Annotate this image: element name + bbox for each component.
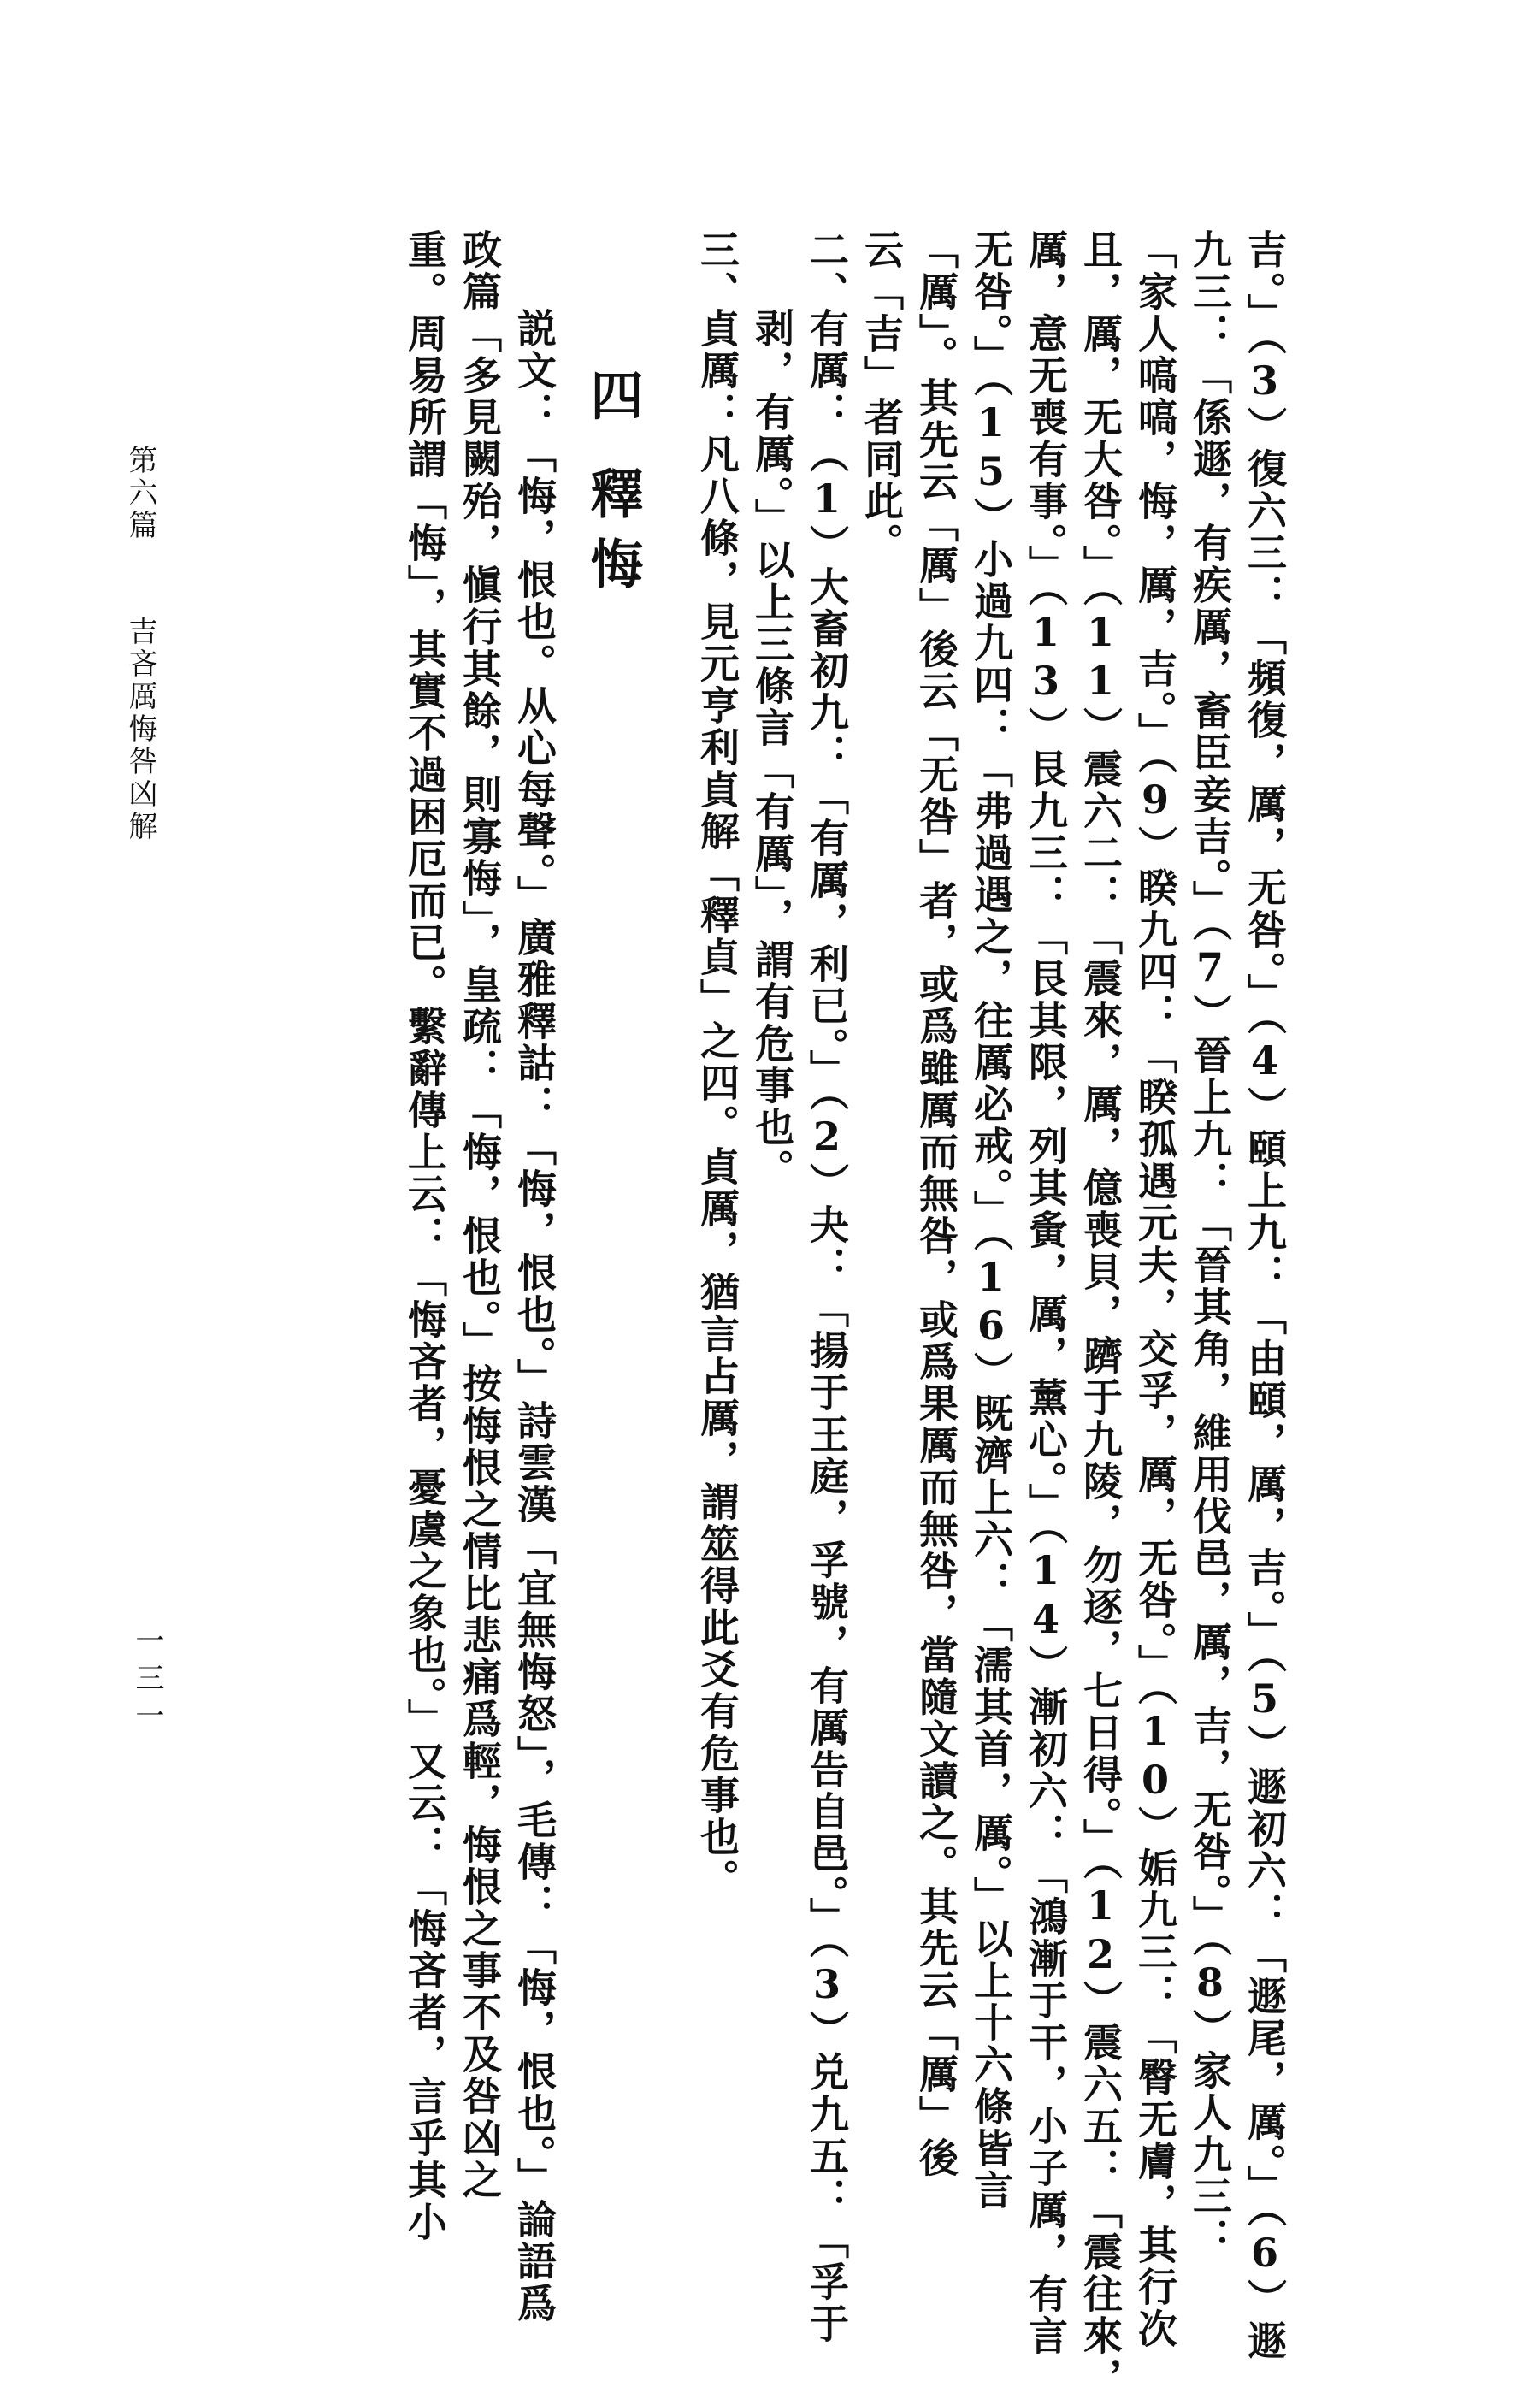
text-column-1: 吉。」（3）復六三：「頻復，厲，无咎。」（4）頤上九：「由頤，厲，吉。」（5）遯初六：「遯尾，厲。」（6）遯: [1242, 229, 1288, 2362]
item-three-line-1: 貞厲：凡八條，見元亨利貞解「釋貞」之四。貞厲，猶言占厲，謂筮得此爻有危事也。: [694, 308, 740, 1900]
text-column-8: 云「吉」者同此。: [859, 229, 905, 564]
running-head-chapter: 第六篇: [123, 445, 157, 542]
body-line-1: 説文：「悔，恨也。从心每聲。」廣雅釋詁：「悔，恨也。」詩雲漢「宜無悔怒」，毛傳：「悔，恨也。」論語爲: [511, 308, 558, 2325]
section-title: 釋悔: [581, 466, 644, 606]
body-line-2: 政篇「多見闕殆，愼行其餘，則寡悔」，皇疏：「悔，恨也。」按悔恨之情比悲痛爲輕，悔恨之事不及咎凶之: [457, 229, 503, 2201]
section-number: 四: [581, 368, 644, 426]
running-head-title: 吉吝厲悔咎凶解: [123, 616, 157, 843]
text-column-5: 厲，意无喪有事。」（13）艮九三：「艮其限，列其夤，厲，薰心。」（14）漸初六：「鴻漸于干，小子厲，有言: [1023, 229, 1069, 2357]
text-column-6: 无咎。」（15）小過九四：「弗過遇之，往厲必戒。」（16）既濟上六：「濡其首，厲。」以上十六條皆言: [968, 229, 1014, 2212]
item-two-line-1: 有厲：（1）大畜初九：「有厲，利已。」（2）夬：「揚于王庭，孚號，有厲告自邑。」（3）兑九五：「孚于: [804, 308, 850, 2345]
text-column-2: 九三：「係遯，有疾厲，畜臣妾吉。」（7）晉上九：「晉其角，維用伐邑，厲，吉，无咎。」（8）家人九三：: [1187, 229, 1233, 2260]
item-two-line-2: 剥，有厲。」以上三條言「有厲」，謂有危事也。: [749, 308, 795, 1191]
text-column-7: 「厲」。其先云「厲」後云「无咎」者，或爲雖厲而無咎，或爲果厲而無咎，當隨文讀之。其先云「厲」後: [913, 229, 959, 2179]
text-column-3: 「家人嗃嗃，悔，厲，吉。」（9）睽九四：「睽孤遇元夫，交孚，厲，无咎。」（10）姤九三：「臀无膚，其行次: [1132, 229, 1178, 2350]
item-two-marker: 二、: [804, 229, 850, 313]
body-line-3: 重。周易所謂「悔」，其實不過困厄而已。繫辭傳上云：「悔吝者，憂虞之象也。」又云：「悔吝者，言乎其小: [402, 229, 448, 2243]
page-number: 一三一: [130, 1625, 164, 1738]
item-three-marker: 三、: [694, 229, 740, 313]
text-column-4: 且，厲，无大咎。」（11）震六二：「震來，厲，億喪貝，躋于九陵，勿逐，七日得。」（12）震六五：「震往來，: [1077, 229, 1124, 2399]
